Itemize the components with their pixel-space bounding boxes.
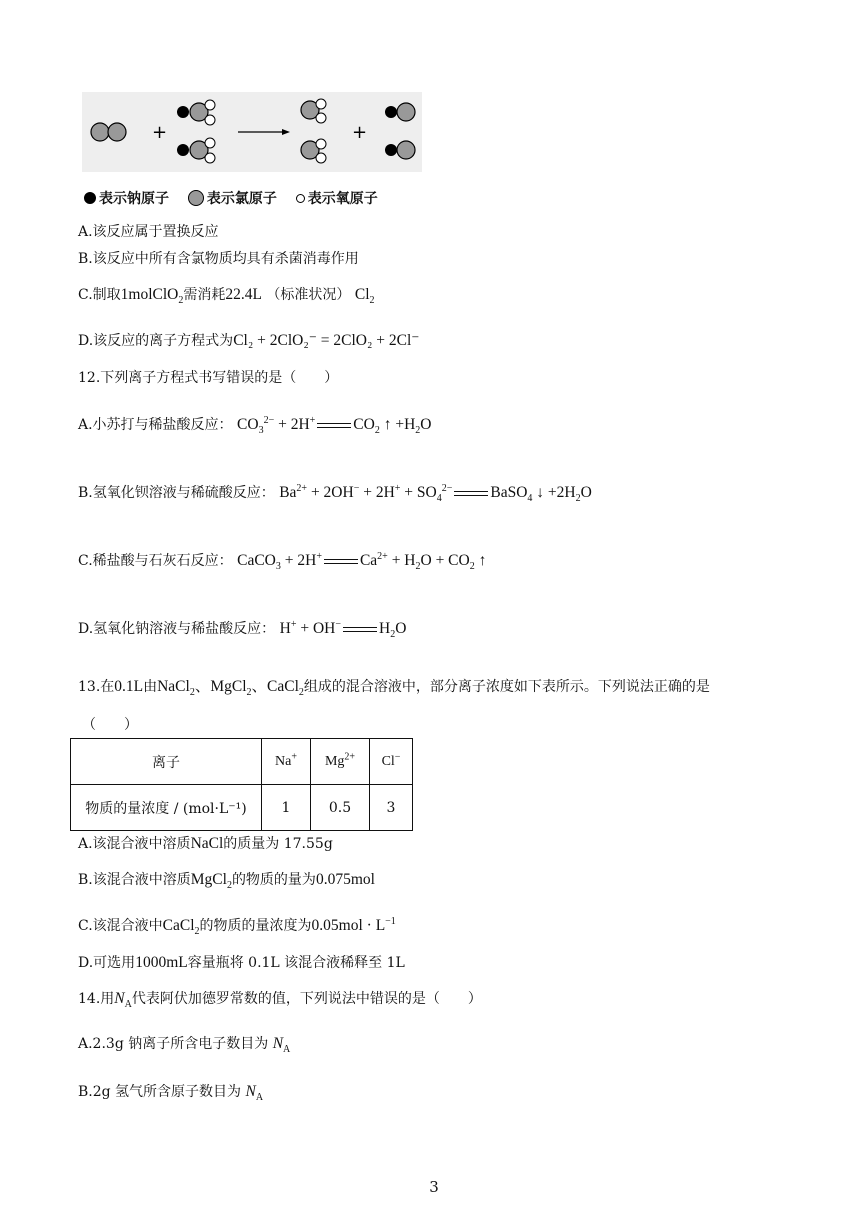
- q13-c-value: $0.05mol \cdot L^{-1}$: [311, 915, 396, 934]
- q11-c-amount-text: 1molClO: [120, 286, 179, 303]
- sodium-atom: [385, 106, 397, 118]
- oxygen-atom: [316, 139, 326, 149]
- q13-c-pre: C.该混合液中: [78, 918, 163, 934]
- q11-option-b: B.该反应中所有含氯物质均具有杀菌消毒作用: [78, 251, 359, 267]
- q13-b-formula: MgCl$_2$: [190, 871, 232, 892]
- q13-a-value: 17.55g: [283, 836, 333, 852]
- q11-option-d: [78, 331, 419, 351]
- oxygen-atom: [205, 100, 215, 110]
- q13-paren: （ ）: [82, 717, 138, 733]
- q12-a-equation: $CO_3^{2-} + 2H^+$ $CO_2$ ↑ $+H_2O$: [237, 414, 432, 437]
- q14-b-na-symbol: $N_A$: [245, 1083, 264, 1104]
- q14-a-na-symbol: $N_A$: [272, 1035, 291, 1056]
- page-number: 3: [429, 1178, 439, 1196]
- plus-sign: +: [152, 122, 168, 143]
- legend-sodium-label: 表示钠原子: [99, 191, 169, 207]
- table-header-row: [71, 739, 413, 785]
- q12-b-equation: $Ba^{2+} + 2OH^- + 2H^+ + SO_4^{2-}$ BaSO$_4$ ↓ $+2H_2O$: [279, 482, 592, 505]
- q13-d-pre: D.可选用: [78, 955, 136, 971]
- table-header-na: Na+: [262, 739, 311, 785]
- q12-option-c: [78, 551, 486, 571]
- q12-option-d: [78, 619, 406, 639]
- q13-stem-formulas: NaCl$_2$、MgCl$_2$、CaCl$_2$: [157, 678, 304, 699]
- table-row-label: 物质的量浓度 / (mol·L⁻¹): [71, 785, 262, 831]
- sodium-dot-icon: [84, 192, 96, 204]
- q12-d-label: D.氢氧化钠溶液与稀盐酸反应：: [78, 621, 276, 637]
- oxygen-atom: [316, 99, 326, 109]
- chlorine-atom: [91, 123, 109, 141]
- q11-d-equation: Cl₂ + 2ClO₂⁻ = 2ClO₂ + 2Cl⁻: [233, 332, 420, 349]
- oxygen-atom: [316, 153, 326, 163]
- q14-na-symbol: $N_A$: [114, 990, 132, 1011]
- q13-option-c: [78, 916, 396, 936]
- sodium-atom: [177, 144, 189, 156]
- q13-c-formula: CaCl$_2$: [162, 917, 200, 938]
- legend-sodium: [84, 191, 169, 207]
- table-cell-na: 1: [262, 785, 311, 831]
- q13-option-d: [78, 953, 405, 973]
- q13-stem-mid: 由: [143, 679, 158, 695]
- q13-a-pre: A.该混合液中溶质: [78, 836, 191, 852]
- q11-option-c: [78, 285, 375, 305]
- q14-option-a: [78, 1034, 290, 1054]
- sodium-atom: [385, 144, 397, 156]
- q12-c-label: C.稀盐酸与石灰石反应：: [78, 553, 233, 569]
- q12-b-label: B.氢氧化钡溶液与稀硫酸反应：: [78, 485, 275, 501]
- table-header-mg: $Mg^{2+}$: [311, 739, 370, 785]
- q13-stem-pre: 13.在: [78, 679, 115, 695]
- table-cell-mg: 0.5: [311, 785, 370, 831]
- chlorine-dot-icon: [188, 190, 204, 206]
- q11-d-prefix: D.该反应的离子方程式为: [78, 333, 234, 349]
- q12-option-a: [78, 415, 431, 435]
- q11-option-a: A.该反应属于置换反应: [78, 224, 219, 240]
- legend-oxygen: [296, 191, 378, 207]
- reaction-diagram: [82, 92, 422, 172]
- sodium-atom: [177, 106, 189, 118]
- q13-stem-vol: 0.1L: [114, 678, 144, 695]
- q11-c-end-text: Cl: [354, 286, 370, 303]
- table-header-cl: Cl−: [370, 739, 413, 785]
- table-row: [71, 785, 413, 831]
- q14-stem-post: 代表阿伏加德罗常数的值，下列说法中错误的是（ ）: [131, 991, 482, 1007]
- oxygen-atom: [316, 113, 326, 123]
- q13-option-b: [78, 870, 375, 890]
- q14-stem: [78, 989, 482, 1009]
- concentration-table: [70, 738, 413, 831]
- q11-c-volume: 22.4L: [225, 286, 262, 303]
- legend-chlorine-label: 表示氯原子: [206, 191, 277, 207]
- q11-c-mid: 需消耗: [183, 287, 226, 303]
- diagram-legend: [84, 188, 392, 208]
- q13-a-formula: NaCl: [190, 835, 224, 852]
- chlorine-atom: [397, 141, 415, 159]
- q14-b-pre: B.2g 氢气所含原子数目为: [78, 1084, 242, 1100]
- q13-b-mid: 的物质的量为: [231, 872, 316, 888]
- q13-option-a: [78, 834, 333, 854]
- plus-sign: +: [352, 122, 368, 143]
- table-cell-cl: 3: [370, 785, 413, 831]
- oxygen-atom: [205, 153, 215, 163]
- q13-c-value-text: 0.05mol · L: [311, 917, 386, 934]
- q11-c-amount: 1molClO$_2$: [120, 286, 184, 307]
- legend-chlorine: [188, 191, 277, 207]
- q14-a-pre: A.2.3g 钠离子所含电子数目为: [78, 1036, 269, 1052]
- q14-stem-pre: 14.用: [78, 991, 115, 1007]
- q13-d-post: 容量瓶将 0.1L 该混合液稀释至 1L: [187, 955, 405, 971]
- q12-stem: 12.下列离子方程式书写错误的是（ ）: [78, 370, 339, 386]
- reaction-diagram-svg: [82, 92, 422, 172]
- q13-d-volume: 1000mL: [135, 954, 188, 971]
- q13-c-mid: 的物质的量浓度为: [199, 918, 312, 934]
- q12-option-b: [78, 483, 592, 503]
- oxygen-atom: [205, 115, 215, 125]
- q12-a-label: A.小苏打与稀盐酸反应：: [78, 417, 233, 433]
- chlorine-atom: [397, 103, 415, 121]
- arrow-head: [282, 129, 290, 135]
- q13-stem: [78, 677, 710, 697]
- q13-a-mid: 的质量为: [223, 836, 280, 852]
- q14-option-b: [78, 1082, 263, 1102]
- table-header-label: 离子: [71, 739, 262, 785]
- q11-c-end: $Cl_2$: [354, 286, 375, 307]
- oxygen-atom: [205, 138, 215, 148]
- legend-oxygen-label: 表示氧原子: [307, 191, 378, 207]
- chlorine-atom: [108, 123, 126, 141]
- q11-c-note: （标准状况）: [266, 287, 351, 303]
- oxygen-dot-icon: [296, 194, 305, 203]
- q12-d-equation: H+ + OH− $H_2O$: [279, 618, 407, 641]
- q13-stem-post: 组成的混合溶液中，部分离子浓度如下表所示。下列说法正确的是: [303, 679, 710, 695]
- q13-b-pre: B.该混合液中溶质: [78, 872, 191, 888]
- q11-c-prefix: C.制取: [78, 287, 121, 303]
- q12-c-equation: CaCO$_3$ + 2H+ $Ca^{2+} + H_2O + CO_2$ ↑: [237, 550, 487, 573]
- q13-b-value: 0.075mol: [315, 871, 375, 888]
